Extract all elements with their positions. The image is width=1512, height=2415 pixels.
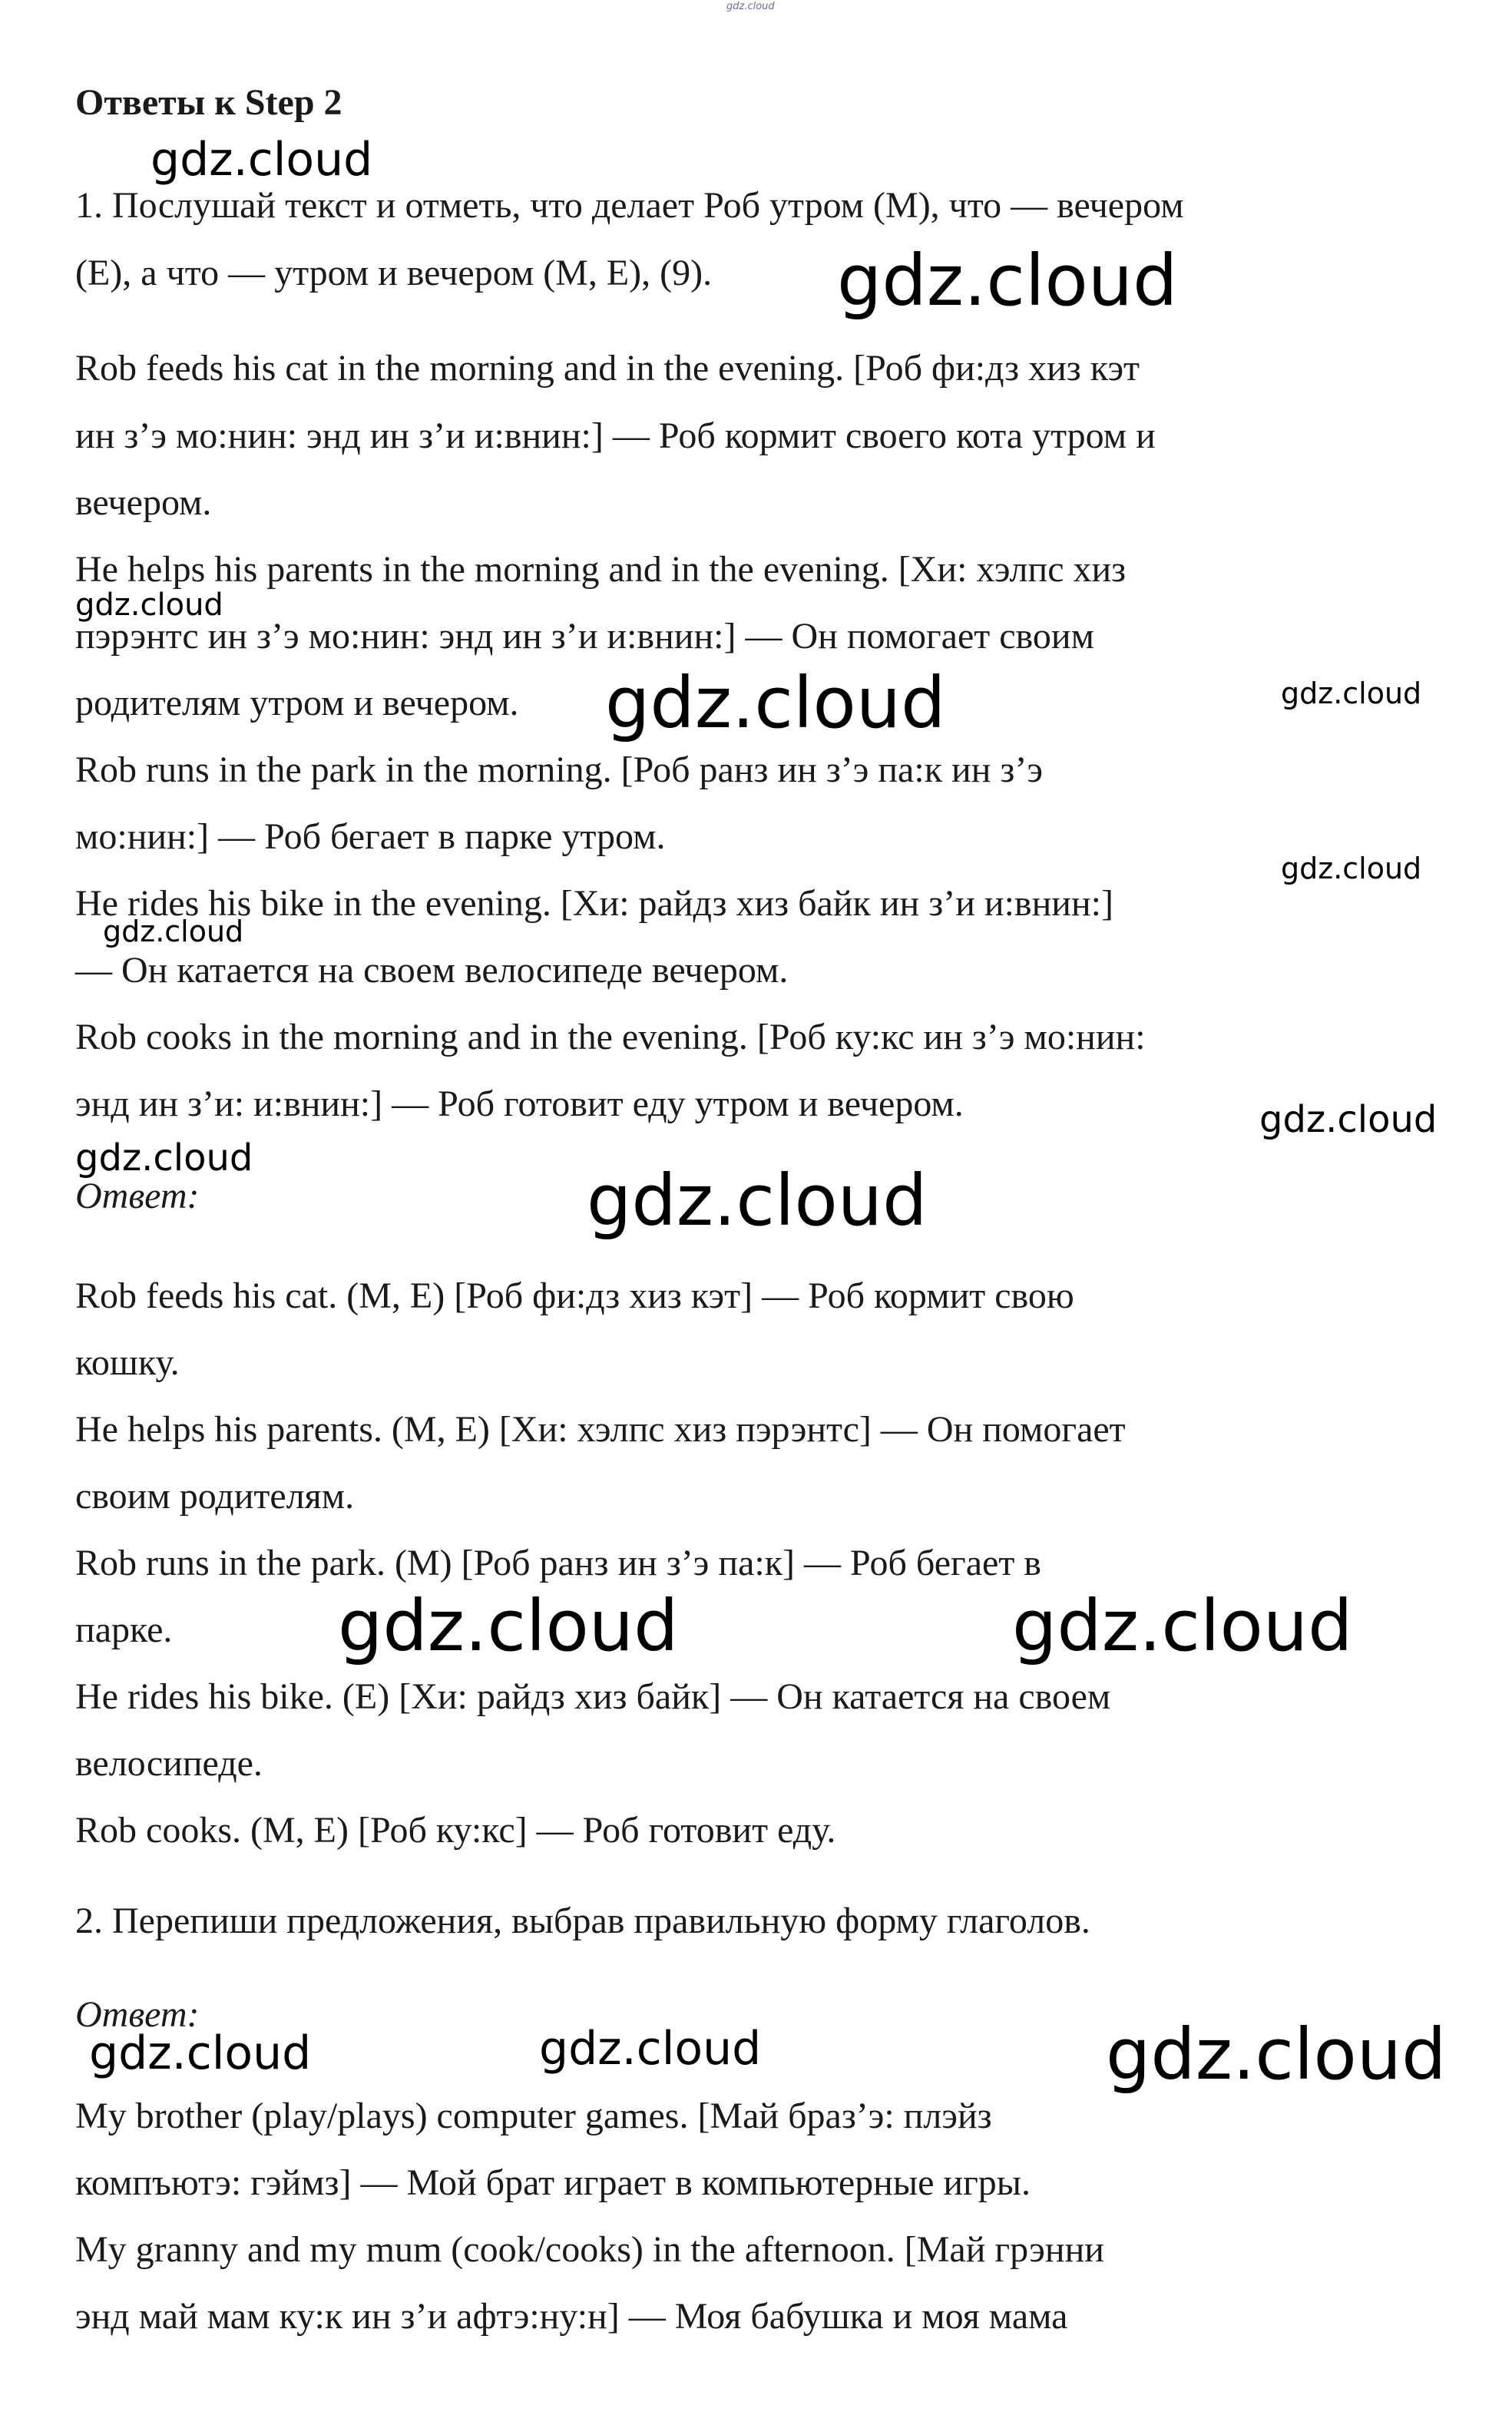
task2-answer-label: Ответ:	[75, 1994, 200, 2035]
watermark: gdz.cloud	[1259, 1098, 1438, 1141]
watermark: gdz.cloud	[151, 133, 373, 187]
task1-text-line: He rides his bike in the evening. [Хи: райдз хиз байк ин з’и и:внин:]	[75, 883, 1113, 924]
watermark: gdz.cloud	[605, 662, 946, 744]
task1-text-line: мо:нин:] — Роб бегает в парке утром.	[75, 816, 666, 857]
task1-answer-label: Ответ:	[75, 1176, 200, 1216]
task1-prompt-line: (E), а что — утром и вечером (M, E), (9).	[75, 253, 713, 293]
task1-text-line: вечером.	[75, 482, 212, 523]
task1-text-line: He helps his parents in the morning and in the evening. [Хи: хэлпс хиз	[75, 549, 1127, 590]
task1-answer-line: парке.	[75, 1609, 173, 1650]
task1-answer-line: велосипеде.	[75, 1743, 263, 1784]
watermark: gdz.cloud	[1106, 2013, 1447, 2096]
task1-text-line: Rob cooks in the morning and in the evening. [Роб ку:кс ин з’э мо:нин:	[75, 1017, 1146, 1057]
task1-answer-line: своим родителям.	[75, 1476, 355, 1517]
task1-text-line: — Он катается на своем велосипеде вечером.	[75, 950, 789, 991]
watermark: gdz.cloud	[338, 1585, 679, 1667]
watermark: gdz.cloud	[539, 2022, 762, 2076]
watermark: gdz.cloud	[1281, 677, 1422, 710]
task2-answer-line: My granny and my mum (cook/cooks) in the afternoon. [Май грэнни	[75, 2229, 1104, 2270]
task2-prompt: 2. Перепиши предложения, выбрав правильную форму глаголов.	[75, 1901, 1090, 1941]
watermark: gdz.cloud	[837, 240, 1178, 322]
watermark: gdz.cloud	[103, 915, 244, 948]
watermark: gdz.cloud	[1281, 852, 1422, 885]
watermark: gdz.cloud	[75, 587, 223, 623]
task1-text-line: Rob feeds his cat in the morning and in the evening. [Роб фи:дз хиз кэт	[75, 348, 1140, 389]
task1-answer-line: кошку.	[75, 1342, 180, 1383]
task1-answer-line: He helps his parents. (M, E) [Хи: хэлпс хиз пэрэнтс] — Он помогает	[75, 1409, 1126, 1450]
task2-answer-line: энд май мам ку:к ин з’и афтэ:ну:н] — Моя бабушка и моя мама	[75, 2296, 1068, 2337]
task1-text-line: Rob runs in the park in the morning. [Роб ранз ин з’э па:к ин з’э	[75, 749, 1043, 790]
task1-text-line: родителям утром и вечером.	[75, 683, 519, 723]
task1-prompt-line: 1. Послушай текст и отметь, что делает Роб утром (M), что — вечером	[75, 185, 1184, 226]
watermark: gdz.cloud	[587, 1160, 928, 1242]
task1-answer-line: Rob cooks. (M, E) [Роб ку:кс] — Роб готовит еду.	[75, 1810, 836, 1851]
task1-text-line: пэрэнтс ин з’э мо:нин: энд ин з’и и:внин:] — Он помогает своим	[75, 616, 1094, 657]
task2-answer-line: My brother (play/plays) computer games. [Май браз’э: плэйз	[75, 2096, 992, 2136]
watermark: gdz.cloud	[1012, 1585, 1353, 1667]
watermark: gdz.cloud	[75, 1136, 253, 1179]
task1-text-line: ин з’э мо:нин: энд ин з’и и:внин:] — Роб кормит своего кота утром и	[75, 415, 1156, 456]
task1-answer-line: Rob feeds his cat. (M, E) [Роб фи:дз хиз кэт] — Роб кормит свою	[75, 1275, 1074, 1316]
task1-answer-line: He rides his bike. (E) [Хи: райдз хиз байк] — Он катается на своем	[75, 1676, 1111, 1717]
watermark: gdz.cloud	[89, 2026, 312, 2080]
top-watermark: gdz.cloud	[726, 1, 775, 12]
task2-answer-line: компъютэ: гэймз] — Мой брат играет в компьютерные игры.	[75, 2162, 1031, 2203]
task1-text-line: энд ин з’и: и:внин:] — Роб готовит еду утром и вечером.	[75, 1083, 964, 1124]
task1-answer-line: Rob runs in the park. (M) [Роб ранз ин з’э па:к] — Роб бегает в	[75, 1543, 1041, 1583]
page-title: Ответы к Step 2	[75, 82, 342, 123]
